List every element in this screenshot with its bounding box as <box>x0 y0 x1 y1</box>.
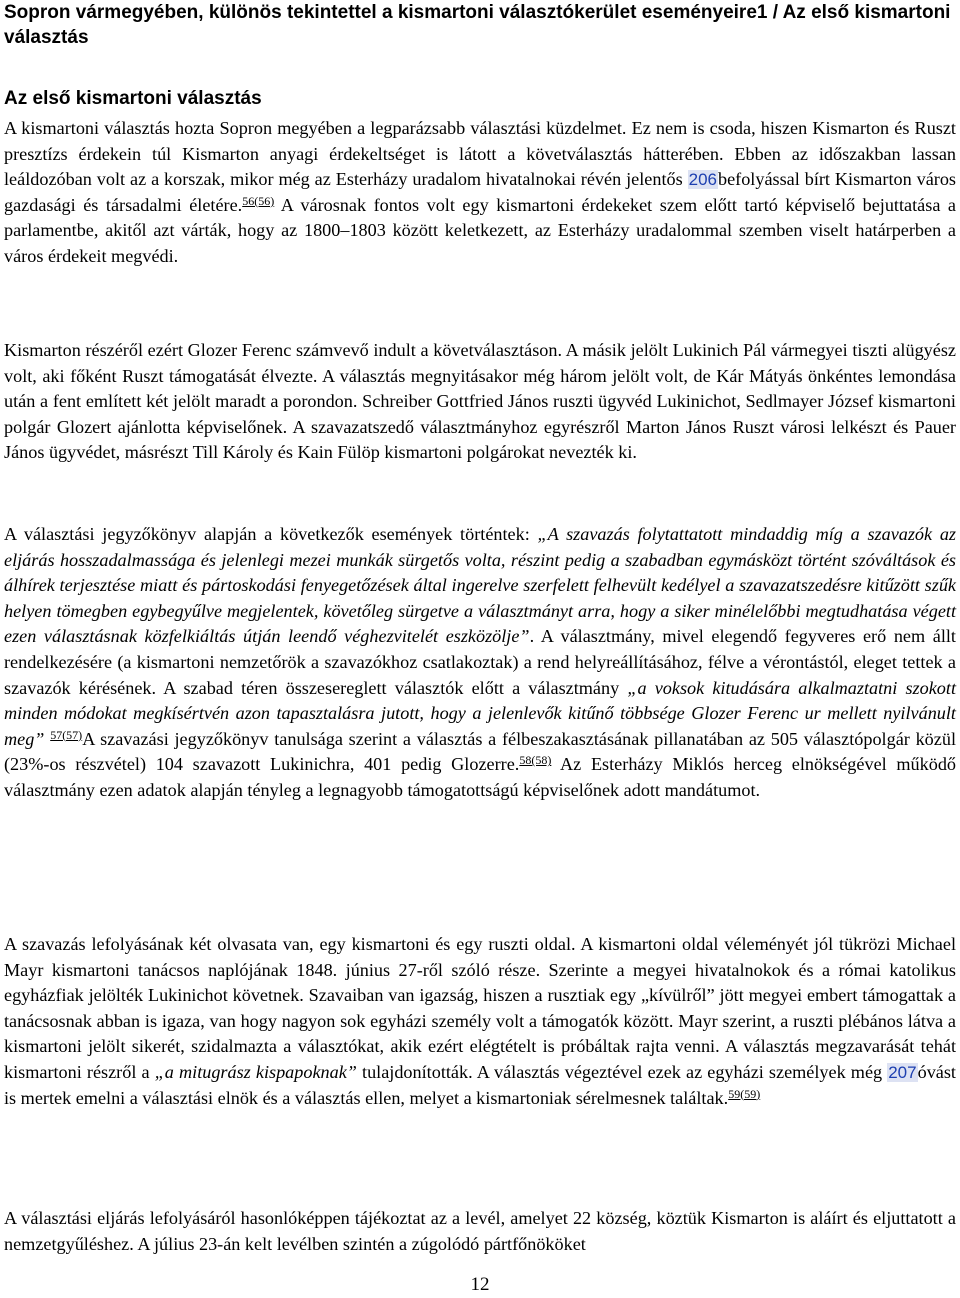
paragraph-1-text-a: A kismartoni választás hozta Sopron megyében a legparázsabb választási küzdelmet. Ez nem is csoda, hiszen Kismarton és Ruszt presztízs érdekein túl Kismarton anyagi érdekeltséget is látott a követválasztás hátterében. Ebben az időszakban lassan leáldozóban volt az a korszak, mikor még az Esterházy uradalom hivatalnokai révén jelentős <box>4 118 956 190</box>
section-heading: Az első kismartoni választás <box>4 88 262 109</box>
footnote-link-56[interactable]: 56(56) <box>242 193 275 208</box>
footnote-link-57[interactable]: 57(57) <box>50 727 83 742</box>
page-marker-207: 207 <box>888 1062 917 1082</box>
paragraph-3-text-b: . A választmány, mivel elegendő fegyveres erő nem állt rendelkezésére (a kismartoni nemzetőrök a szavazókhoz csatlakoztak) a rend helyreállításához, félve a vérontástól, eleget tettek a szavazók kérésének. A szabad téren összesereglett választók előtt a választmány <box>4 626 956 698</box>
footnote-link-59[interactable]: 59(59) <box>728 1086 761 1101</box>
page-number: 12 <box>470 1274 490 1295</box>
page-marker-206: 206 <box>688 170 717 190</box>
paragraph-4-text-b: tulajdonították. A választás végeztével ezek az egyházi személyek még <box>356 1061 888 1082</box>
paragraph-5: A választási eljárás lefolyásáról hasonlóképpen tájékoztat az a levél, amelyet 22 község, köztük Kismarton is aláírt és eljuttatott a nemzetgyűléshez. A július 23-án kelt levélben szintén a zúgolódó pártfőnököket <box>4 1208 956 1254</box>
paragraph-4-text-c: óvást is mertek emelni a választási elnök és a választás ellen, melyet a kismartoniak sérelmesnek találtak. <box>4 1061 956 1108</box>
paragraph-3-text-a: A választási jegyzőkönyv alapján a következők események történtek: <box>4 524 538 544</box>
paragraph-3-text-d: Az Esterházy Miklós herceg elnökségével működő választmány ezen adatok alapján tényleg a legnagyobb támogatottságú képviselőnek adott mandátumot. <box>4 754 957 800</box>
paragraph-4 <box>4 932 956 1111</box>
document-title: Sopron vármegyében, különös tekintettel a kismartoni választókerület eseményeire1 / Az első kismartoni választás <box>4 2 951 48</box>
paragraph-4-text-a: A szavazás lefolyásának két olvasata van, egy kismartoni és egy ruszti oldal. A kismartoni oldal véleményét jól tükrözi Michael Mayr kismartoni tanácsos naplójának 1848. június 27-ről szóló része. Szerinte a megyei hivatalnokok és a római katolikus egyházfiak jelölték Lukinichot követnek. Szavaiban van igazság, hiszen a rusztiak egy „kívülről” jött megyei embert támogattak a tanácsosnak abban is igaza, van hogy nagyon sok egyházi személy volt a támogatók között. Mayr szerint, a ruszti plébános látva a kismartoni jelölt sikerét, szidalmazta a választókat, akik ezért elégtételt is próbáltak rajta venni. A választás megzavarását tehát kismartoni részről a <box>4 934 956 1082</box>
paragraph-3 <box>4 522 956 804</box>
quote-protocol-2: „a voksok kitudására alkalmaztatni szokott minden módokat megkísértvén azon tapasztalásra jutott, hogy a jelenlevők kitűnő többsége Glozer Ferenc ur mellett nyilvánult meg” <box>4 677 956 749</box>
quote-protocol-1: „A szavazás folytattatott mindaddig míg a szavazók az eljárás hosszadalmassága és jelenlegi mezei munkák sürgetős volta, részint pedig a szabadban egymásközt történt szóváltások és álhírek terjesztése miatt és pártoskodási fenyegetőzések által ingerelve szerfelett felhevült kedélyel a szavazatszedésre kitűzött szűk helyen tömegben egybegyűlve megjelentek, követőleg sürgetve a választmányt arra, hogy a siker minélelőbbi megtudhatása végett ezen választásnak közfelkiáltás útján leendő véghezvitelét eszközölje” <box>4 524 956 647</box>
paragraph-1-text-b: befolyással bírt Kismarton város gazdasági és társadalmi életére. <box>4 169 956 215</box>
paragraph-3-text-c: A szavazási jegyzőkönyv tanulsága szerint a választás a félbeszakasztásának pillanatában az 505 választópolgár közül (23%-os részvétel) 104 szavazott Lukinichra, 401 pedig Glozerre. <box>4 728 956 775</box>
footnote-link-58[interactable]: 58(58) <box>519 753 552 768</box>
paragraph-1 <box>4 116 956 270</box>
paragraph-1-text-c: A városnak fontos volt egy kismartoni érdekeket szem előtt tartó képviselő bejuttatása a parlamentbe, akitől azt várták, hogy az 1800–1803 között keletkezett, az Esterházy uradalommal szemben viselt határperben a város érdekeit megvédi. <box>4 194 956 266</box>
quote-kispapoknak: „a mitugrász kispapoknak” <box>154 1061 357 1082</box>
paragraph-2: Kismarton részéről ezért Glozer Ferenc számvevő indult a követválasztáson. A másik jelölt Lukinich Pál vármegyei tiszti alügyész volt, aki főként Ruszt támogatását élvezte. A választás megnyitásakor még három jelölt volt, de Kár Mátyás önkéntes lemondása után a fent említett két jelölt maradt a porondon. Schreiber Gottfried János ruszti ügyvéd Lukinichot, Sedlmayer József kismartoni polgár Glozert ajánlotta képviselőnek. A szavazatszedő választmányhoz egyrészről Marton János Ruszt városi lelkészt és Pauer János ügyvédet, másrészt Till Károly és Kain Fülöp kismartoni polgárokat nevezték ki. <box>4 340 956 463</box>
